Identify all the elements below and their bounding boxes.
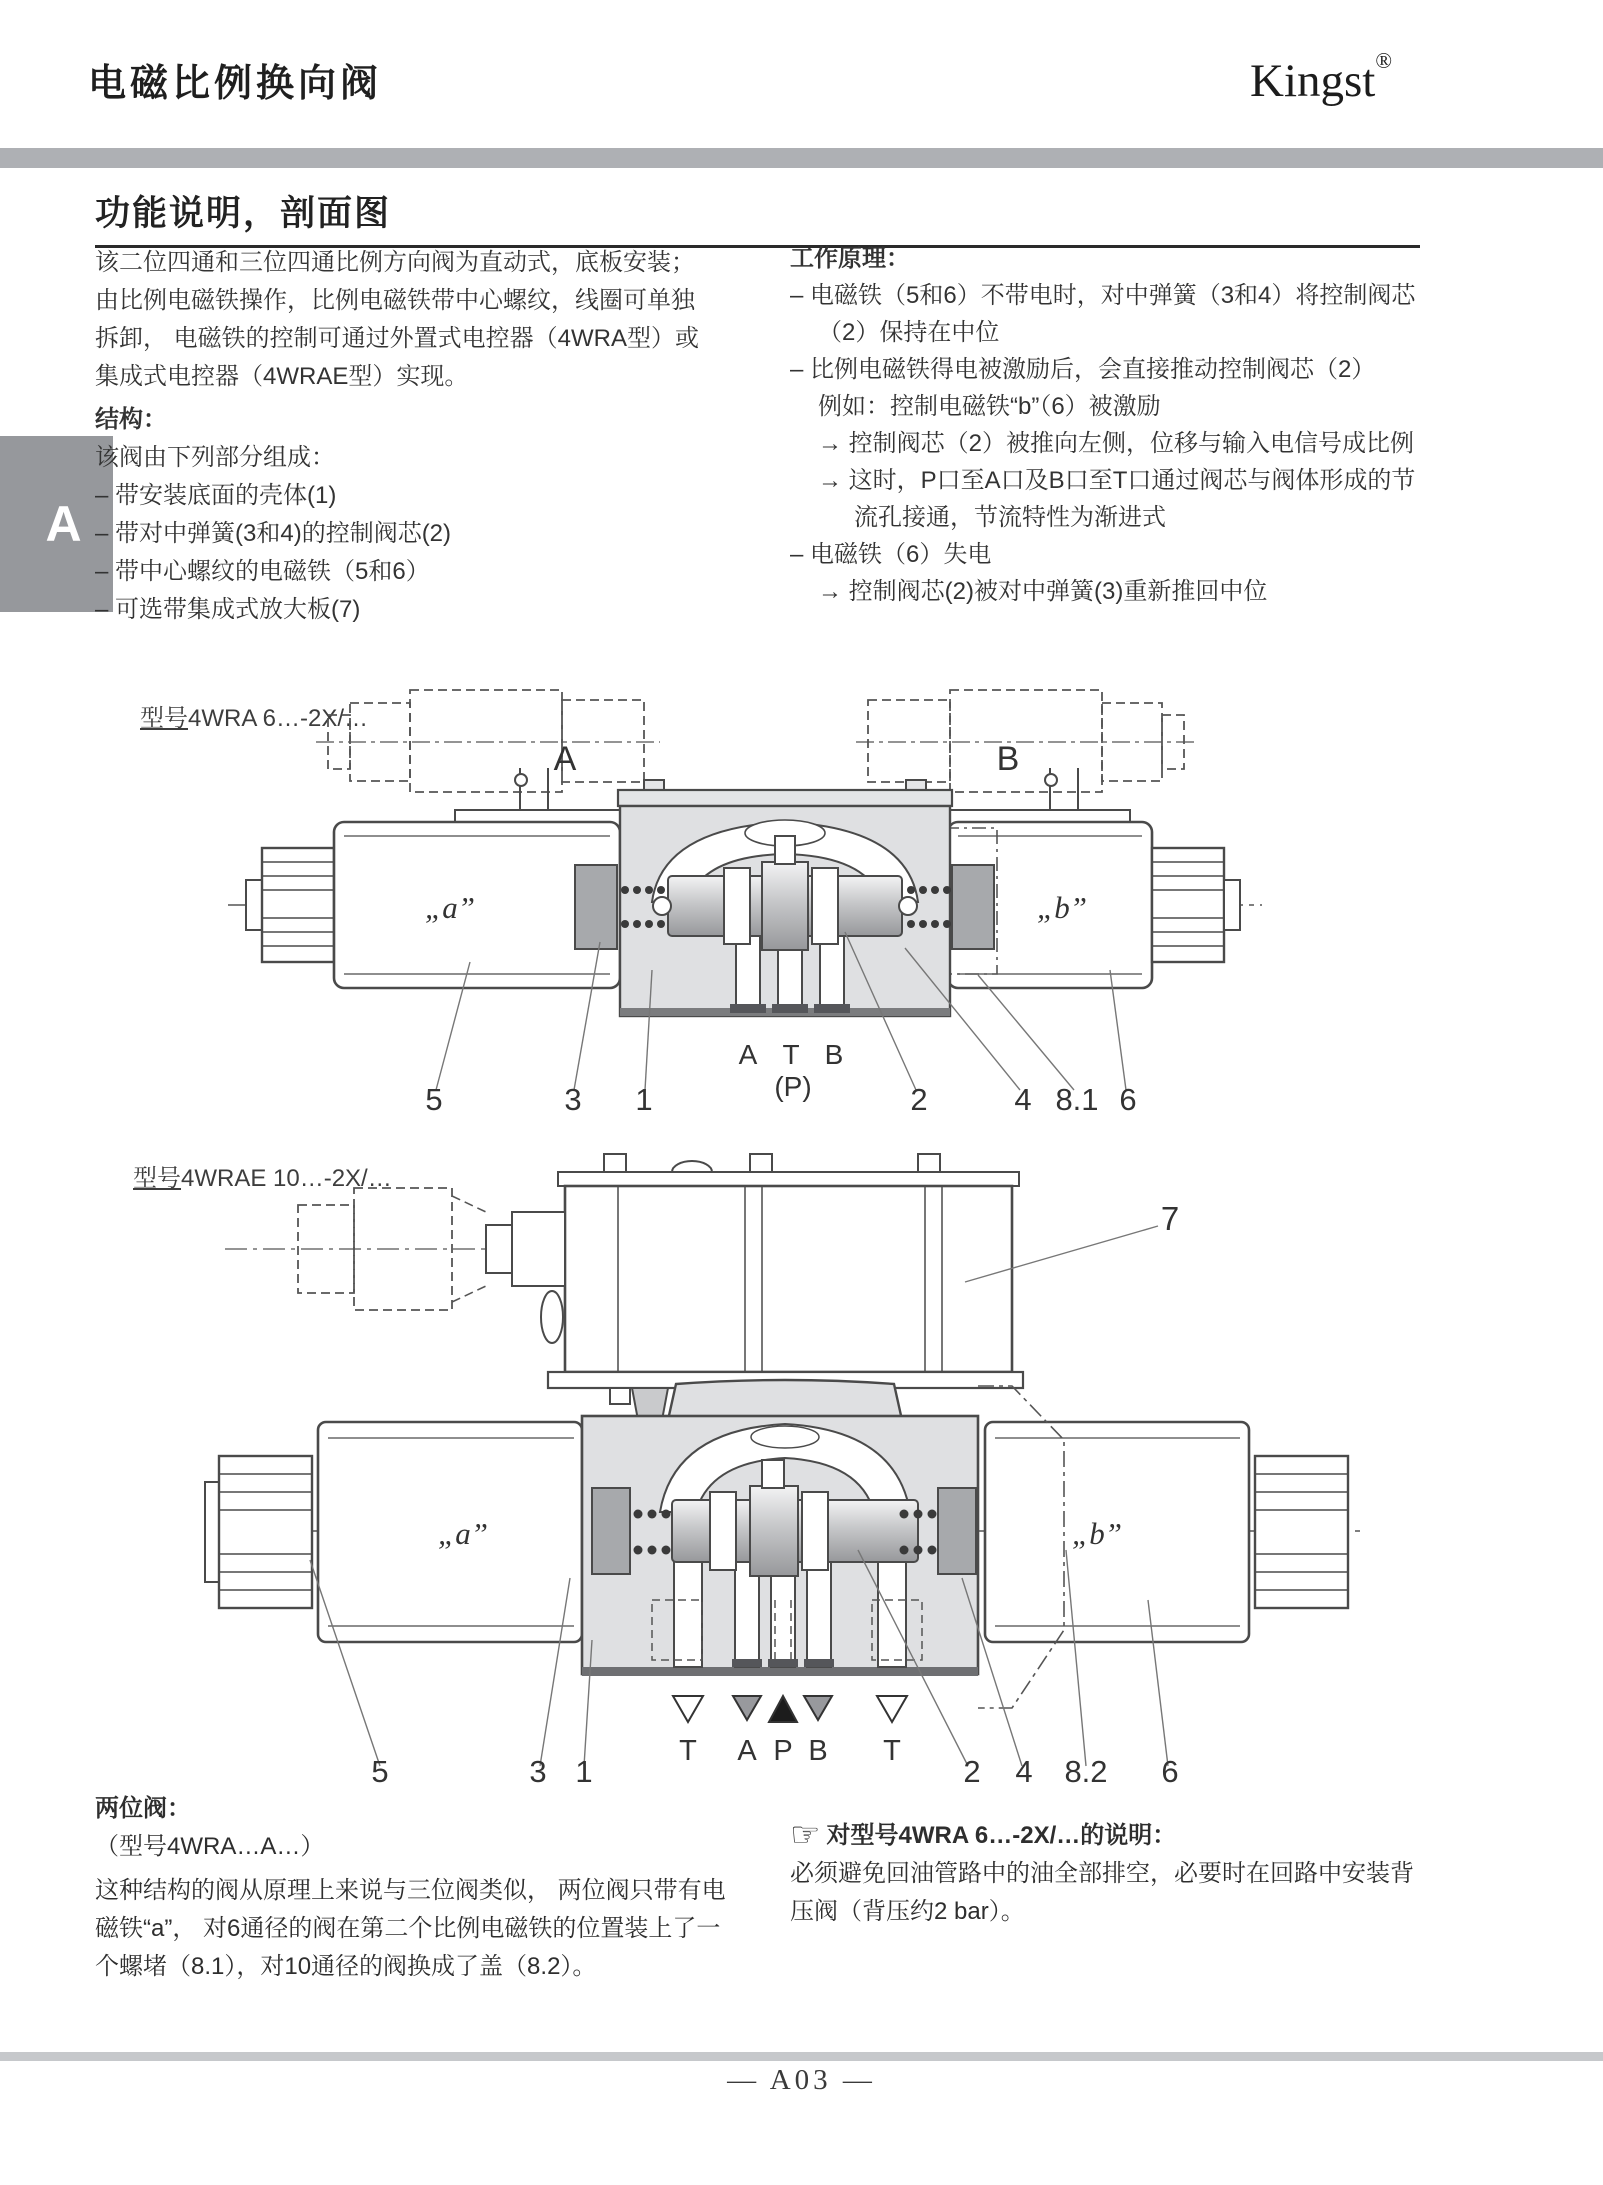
- text-line: → 控制阀芯（2）被推向左侧，位移与输入电信号成比例: [818, 430, 1415, 457]
- callout-2: 2: [910, 1082, 928, 1117]
- port-t-label: T: [782, 1039, 800, 1070]
- connector-b-dashed-outline: [868, 690, 1184, 792]
- text-line: – 比例电磁铁得电被激励后，会直接推动控制阀芯（2）: [790, 356, 1376, 383]
- note-section: [790, 1816, 1560, 1931]
- callout-3: 3: [564, 1082, 582, 1117]
- callout-5: 5: [371, 1754, 389, 1789]
- callout-8-1: 8.1: [1055, 1082, 1099, 1117]
- callout-1: 1: [575, 1754, 593, 1789]
- solenoid-a-body: [205, 1422, 582, 1642]
- text-line: 流孔接通，节流特性为渐进式: [854, 504, 1166, 531]
- text-line: – 电磁铁（6）失电: [790, 541, 992, 568]
- callout-4: 4: [1015, 1754, 1033, 1789]
- port-a-triangle-icon: [733, 1696, 761, 1720]
- diagram-4wrae10-cross-section: [0, 1130, 1603, 1790]
- port-p-label: (P): [774, 1071, 812, 1102]
- cable-plug-dashed-outline: [225, 1188, 565, 1310]
- two-position-subheading: （型号4WRA…A…）: [95, 1833, 325, 1860]
- port-a-label: A: [737, 1735, 757, 1767]
- text-line: 该二位四通和三位四通比例方向阀为直动式，底板安装；: [95, 249, 695, 276]
- callout-1: 1: [635, 1082, 653, 1117]
- brand-name: Kingst: [1250, 55, 1376, 107]
- footer-divider-bar: [0, 2052, 1603, 2061]
- text-line: 必须避免回油管路中的油全部排空，必要时在回路中安装背: [790, 1860, 1414, 1887]
- callout-4: 4: [1014, 1082, 1032, 1117]
- structure-heading: 结构：: [95, 406, 167, 433]
- callout-3: 3: [529, 1754, 547, 1789]
- callout-7: 7: [1160, 1200, 1180, 1237]
- callout-6: 6: [1119, 1082, 1137, 1117]
- port-p-triangle-icon: [769, 1696, 797, 1722]
- page-number: — A03 —: [727, 2064, 876, 2096]
- callout-5: 5: [425, 1082, 443, 1117]
- connector-b-label: B: [996, 740, 1020, 778]
- callout-2: 2: [963, 1754, 981, 1789]
- page-title: 电磁比例换向阀: [88, 63, 383, 105]
- port-p-label: P: [773, 1735, 793, 1767]
- text-line: 由比例电磁铁操作，比例电磁铁带中心螺纹，线圈可单独: [95, 287, 695, 314]
- list-item: – 带安装底面的壳体(1): [95, 482, 337, 509]
- note-heading: ☞ 对型号4WRA 6…-2X/…的说明：: [790, 1816, 1177, 1854]
- solenoid-b-label: „b”: [1072, 1516, 1122, 1551]
- solenoid-a-label: „a”: [425, 890, 475, 925]
- port-flow-markers: [673, 1696, 907, 1722]
- solenoid-b-label: „b”: [1037, 890, 1087, 925]
- solenoid-b-body: [985, 1422, 1348, 1642]
- port-b-label: B: [824, 1039, 844, 1070]
- list-item: – 带中心螺纹的电磁铁（5和6）: [95, 558, 430, 585]
- principle-heading: 工作原理：: [790, 245, 910, 272]
- text-line: 该阀由下列部分组成：: [95, 444, 335, 471]
- solenoid-a-label: „a”: [438, 1516, 488, 1551]
- section-title: 功能说明，剖面图: [95, 186, 1420, 248]
- diagram2-label: 型号4WRAE 10…-2X/…: [133, 1165, 392, 1192]
- text-line: 拆卸， 电磁铁的控制可通过外置式电控器（4WRA型）或: [95, 325, 700, 352]
- port-a-label: A: [738, 1039, 758, 1070]
- text-line: 集成式电控器（4WRAE型）实现。: [95, 363, 469, 390]
- section-index-letter: A: [45, 496, 82, 552]
- port-b-label: B: [808, 1735, 828, 1767]
- text-line: 压阀（背压约2 bar）。: [790, 1898, 1025, 1925]
- port-t1-triangle-icon: [673, 1696, 703, 1722]
- function-description-column: [95, 244, 760, 629]
- callout-8-2: 8.2: [1064, 1754, 1108, 1789]
- text-line: – 电磁铁（5和6）不带电时，对中弹簧（3和4）将控制阀芯: [790, 282, 1416, 309]
- text-line: → 控制阀芯(2)被对中弹簧(3)重新推回中位: [818, 578, 1268, 605]
- diagram1-label: 型号4WRA 6…-2X/…: [140, 705, 369, 732]
- list-item: – 可选带集成式放大板(7): [95, 596, 361, 623]
- two-position-valve-section: [95, 1790, 775, 1986]
- two-position-heading: 两位阀：: [95, 1795, 191, 1822]
- text-line: 个螺堵（8.1），对10通径的阀换成了盖（8.2）。: [95, 1953, 597, 1980]
- connector-a-dashed-outline: [328, 690, 644, 792]
- working-principle-column: [790, 240, 1560, 610]
- text-line: 这种结构的阀从原理上来说与三位阀类似， 两位阀只带有电: [95, 1877, 726, 1904]
- registered-trademark-icon: ®: [1375, 48, 1393, 73]
- port-t2-label: T: [883, 1735, 901, 1767]
- diagram-4wra6-cross-section: [0, 670, 1603, 1120]
- callout-6: 6: [1161, 1754, 1179, 1789]
- text-line: （2）保持在中位: [818, 319, 1000, 346]
- brand-logo: [1250, 48, 1392, 108]
- connector-a-label: A: [553, 740, 577, 778]
- pointing-hand-icon: ☞: [790, 1816, 821, 1854]
- list-item: – 带对中弹簧(3和4)的控制阀芯(2): [95, 520, 452, 547]
- port-t1-label: T: [679, 1735, 697, 1767]
- header-divider-bar: [0, 148, 1603, 168]
- text-line: → 这时，P口至A口及B口至T口通过阀芯与阀体形成的节: [818, 467, 1416, 494]
- port-t2-triangle-icon: [877, 1696, 907, 1722]
- port-b-triangle-icon: [804, 1696, 832, 1720]
- text-line: 例如：控制电磁铁“b”（6）被激励: [818, 393, 1161, 420]
- text-line: 磁铁“a”， 对6通径的阀在第二个比例电磁铁的位置装上了一: [95, 1915, 721, 1942]
